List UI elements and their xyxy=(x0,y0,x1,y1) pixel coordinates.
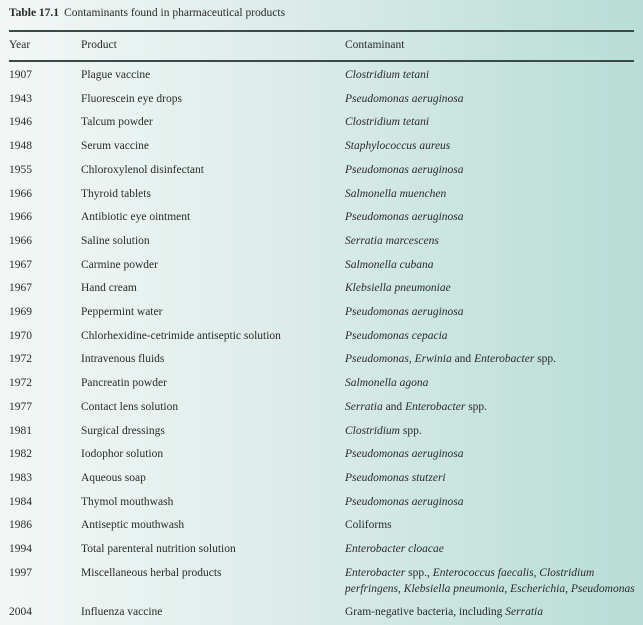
column-header-contaminant: Contaminant xyxy=(345,39,405,51)
cell-product: Pancreatin powder xyxy=(81,377,167,390)
organism-name: Salmonella cubana xyxy=(345,258,434,271)
organism-name: Klebsiella pneumoniae xyxy=(345,282,451,295)
organism-name: Serratia xyxy=(505,605,543,618)
top-rule xyxy=(9,30,634,32)
cell-year: 1955 xyxy=(9,163,32,176)
cell-product: Talcum powder xyxy=(81,116,153,129)
cell-product: Carmine powder xyxy=(81,258,158,271)
cell-contaminant xyxy=(345,375,640,391)
organism-name: Pseudomonas aeruginosa xyxy=(345,448,464,461)
table-caption xyxy=(9,7,285,19)
organism-name: Staphylococcus aureus xyxy=(345,140,451,153)
organism-name: Pseudomonas aeruginosa xyxy=(345,306,464,318)
table-label: Table 17.1 xyxy=(9,7,60,19)
organism-name: Pseudomonas aeruginosa xyxy=(345,495,464,508)
cell-product: Fluorescein eye drops xyxy=(81,92,182,105)
cell-contaminant xyxy=(345,423,640,439)
cell-year: 1967 xyxy=(9,258,32,271)
contaminant-text: Gram-negative bacteria, including xyxy=(345,605,506,618)
cell-year: 1946 xyxy=(9,116,32,129)
contaminant-text: spp. xyxy=(465,400,488,413)
cell-year: 1966 xyxy=(9,234,32,247)
cell-product: Thyroid tablets xyxy=(81,187,151,200)
cell-product: Miscellaneous herbal products xyxy=(81,566,222,579)
cell-contaminant xyxy=(345,541,640,557)
cell-product: Chloroxylenol disinfectant xyxy=(81,163,204,176)
cell-contaminant xyxy=(345,446,640,462)
contaminant-text: spp. xyxy=(534,353,557,366)
cell-year: 1907 xyxy=(9,69,32,81)
cell-product: Chlorhexidine-cetrimide antiseptic solution xyxy=(81,329,281,342)
cell-contaminant xyxy=(345,186,640,202)
cell-product: Influenza vaccine xyxy=(81,605,163,618)
cell-year: 1967 xyxy=(9,282,32,295)
organism-name: Enterococcus faecalis, Clostridium perfringens, Klebsiella pneumonia, Escherichia, Pseudomonas xyxy=(345,566,635,595)
cell-contaminant xyxy=(345,565,640,597)
cell-product: Thymol mouthwash xyxy=(81,495,174,508)
organism-name: Salmonella agona xyxy=(345,377,429,390)
cell-contaminant xyxy=(345,351,640,367)
cell-year: 1986 xyxy=(9,519,32,532)
cell-year: 1994 xyxy=(9,543,32,555)
cell-product: Surgical dressings xyxy=(81,424,165,437)
cell-year: 1943 xyxy=(9,92,32,105)
organism-name: Pseudomonas, Erwinia xyxy=(345,353,452,366)
cell-year: 1997 xyxy=(9,566,32,579)
cell-year: 1970 xyxy=(9,329,32,342)
cell-product: Iodophor solution xyxy=(81,448,164,461)
organism-name: Clostridium tetani xyxy=(345,116,430,129)
cell-year: 2004 xyxy=(9,605,32,618)
cell-contaminant xyxy=(345,304,640,320)
contaminant-text: spp., xyxy=(405,566,433,579)
contaminant-text: Coliforms xyxy=(345,519,392,532)
cell-year: 1972 xyxy=(9,353,32,366)
organism-name: Pseudomonas aeruginosa xyxy=(345,163,464,176)
cell-product: Peppermint water xyxy=(81,306,163,318)
organism-name: Enterobacter xyxy=(474,353,535,366)
cell-contaminant xyxy=(345,257,640,273)
organism-name: Enterobacter cloacae xyxy=(345,543,444,555)
cell-contaminant xyxy=(345,399,640,415)
cell-contaminant xyxy=(345,494,640,510)
cell-contaminant xyxy=(345,162,640,178)
cell-contaminant xyxy=(345,209,640,225)
cell-product: Plague vaccine xyxy=(81,69,151,81)
cell-year: 1966 xyxy=(9,211,32,224)
cell-contaminant xyxy=(345,517,640,533)
cell-contaminant xyxy=(345,470,640,486)
cell-year: 1977 xyxy=(9,400,32,413)
organism-name: Pseudomonas stutzeri xyxy=(345,471,446,484)
organism-name: Clostridium tetani xyxy=(345,69,430,81)
contaminant-text: and xyxy=(451,353,475,366)
cell-year: 1966 xyxy=(9,187,32,200)
organism-name: Pseudomonas cepacia xyxy=(345,329,448,342)
cell-product: Hand cream xyxy=(81,282,137,295)
cell-contaminant xyxy=(345,233,640,249)
column-header-product: Product xyxy=(81,39,117,51)
cell-contaminant xyxy=(345,328,640,344)
cell-contaminant xyxy=(345,67,640,83)
organism-name: Pseudomonas aeruginosa xyxy=(345,92,464,105)
cell-product: Intravenous fluids xyxy=(81,353,165,366)
cell-product: Contact lens solution xyxy=(81,400,179,413)
cell-year: 1969 xyxy=(9,306,32,318)
cell-year: 1972 xyxy=(9,377,32,390)
cell-year: 1948 xyxy=(9,140,32,153)
cell-product: Antibiotic eye ointment xyxy=(81,211,191,224)
cell-product: Serum vaccine xyxy=(81,140,150,153)
organism-name: Pseudomonas aeruginosa xyxy=(345,211,464,224)
cell-contaminant xyxy=(345,91,640,107)
organism-name: Serratia xyxy=(345,400,383,413)
cell-product: Total parenteral nutrition solution xyxy=(81,543,236,555)
cell-contaminant xyxy=(345,114,640,130)
column-header-year: Year xyxy=(9,39,31,51)
cell-year: 1981 xyxy=(9,424,32,437)
cell-product: Aqueous soap xyxy=(81,471,146,484)
organism-name: Enterobacter xyxy=(345,566,406,579)
cell-product: Antiseptic mouthwash xyxy=(81,519,185,532)
organism-name: Enterobacter xyxy=(405,400,466,413)
organism-name: Serratia marcescens xyxy=(345,234,439,247)
table-caption-text: Contaminants found in pharmaceutical products xyxy=(64,7,286,19)
organism-name: Salmonella muenchen xyxy=(345,187,447,200)
header-rule xyxy=(9,60,634,62)
cell-contaminant xyxy=(345,138,640,154)
cell-year: 1982 xyxy=(9,448,32,461)
contaminant-text: spp. xyxy=(399,424,422,437)
contaminant-text: and xyxy=(382,400,406,413)
cell-product: Saline solution xyxy=(81,234,150,247)
cell-contaminant xyxy=(345,280,640,296)
cell-year: 1983 xyxy=(9,471,32,484)
organism-name: Clostridium xyxy=(345,424,400,437)
cell-year: 1984 xyxy=(9,495,32,508)
cell-contaminant xyxy=(345,604,640,620)
